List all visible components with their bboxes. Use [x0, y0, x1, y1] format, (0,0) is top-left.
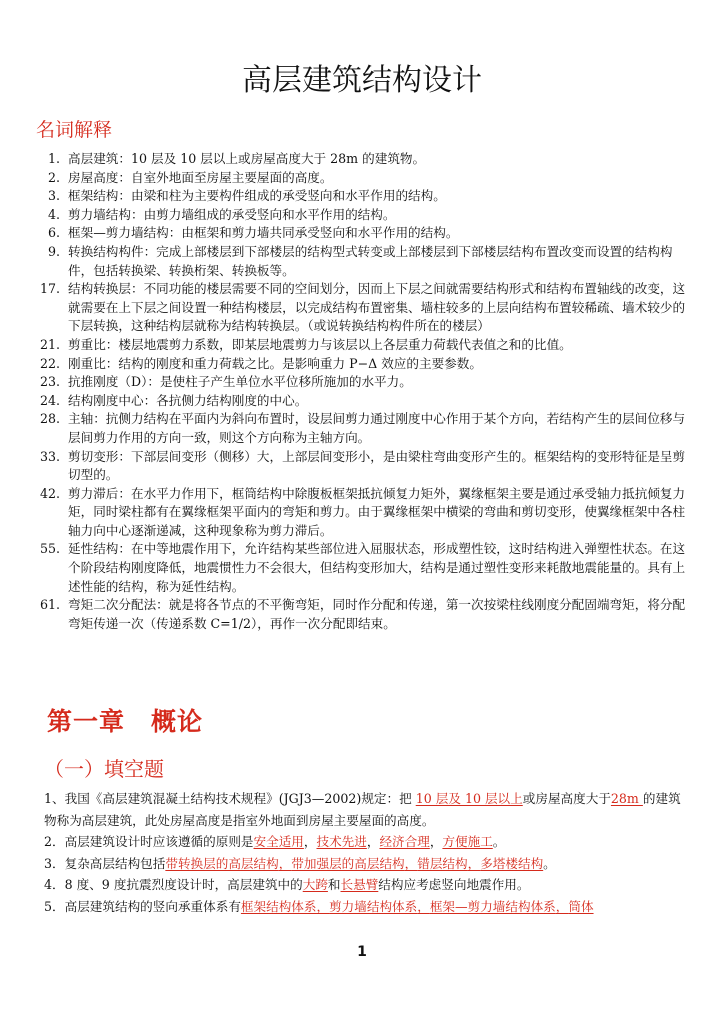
glossary-item-text: 剪力墙结构：由剪力墙组成的承受竖向和水平作用的结构。 [68, 206, 396, 222]
glossary-list [34, 150, 694, 633]
glossary-item [34, 355, 694, 374]
glossary-item-text: 转换结构构件：完成上部楼层到下部楼层的结构型式转变或上部楼层到下部楼层结构布置改变而设置的结构构件，包括转换梁、转换桁架、转换板等。 [68, 243, 673, 278]
question-3 [44, 853, 684, 875]
glossary-item-text: 框架结构：由梁和柱为主要构件组成的承受竖向和水平作用的结构。 [68, 188, 446, 204]
answer-separator: ， [316, 898, 330, 914]
answer-separator: ， [429, 834, 443, 849]
glossary-item [34, 448, 694, 485]
fill-in-blank-list [44, 788, 684, 917]
answer-blank: 大跨 [302, 877, 328, 892]
answer-blank: 错层结构 [417, 855, 468, 871]
glossary-item-text: 刚重比：结构的刚度和重力荷载之比。是影响重力 P−Δ 效应的主要参数。 [68, 355, 482, 371]
answer-blank: 筒体 [568, 898, 594, 914]
glossary-item [34, 280, 694, 336]
question-text: 的建筑物称为高层建筑，此处房屋高度是指室外地面到房屋主要屋面的高度。 [44, 791, 681, 828]
glossary-item-number: 42. [39, 485, 60, 501]
question-text: 和 [327, 877, 341, 892]
question-text: 4．8 度、9 度抗震烈度设计时，高层建筑中的 [44, 877, 303, 892]
glossary-item-number: 3. [47, 188, 60, 204]
answer-blank: 带转换层的高层结构 [165, 855, 279, 871]
glossary-item [34, 187, 694, 206]
question-4 [44, 874, 684, 896]
glossary-item [34, 596, 694, 633]
glossary-item-number: 6. [47, 225, 60, 241]
question-text: 2．高层建筑设计时应该遵循的原则是 [44, 834, 254, 849]
glossary-heading: 名词解释 [36, 119, 113, 141]
glossary-item-text: 弯矩二次分配法：就是将各节点的不平衡弯矩，同时作分配和传递，第一次按梁柱线刚度分配固端弯矩，将分配弯矩传递一次（传递系数 C=1/2），再作一次分配即结束。 [68, 597, 686, 631]
glossary-item [34, 540, 694, 596]
glossary-item [34, 243, 694, 280]
answer-separator: ， [278, 855, 292, 871]
glossary-item [34, 392, 694, 411]
glossary-item-number: 22. [39, 355, 60, 371]
question-text: 结构应考虑竖向地震作用。 [378, 877, 530, 892]
glossary-item-number: 55. [39, 541, 60, 557]
answer-blank: 经济合理 [379, 834, 430, 849]
answer-blank: 框架结构体系 [240, 898, 317, 914]
answer-separator: ， [555, 898, 569, 914]
answer-separator: ， [417, 898, 430, 914]
glossary-item-number: 9. [47, 243, 60, 259]
glossary-item-text: 抗推刚度（D）：是使柱子产生单位水平位移所施加的水平力。 [68, 374, 412, 390]
answer-separator: ， [366, 834, 380, 849]
glossary-item [34, 410, 694, 447]
question-1 [44, 788, 684, 831]
question-text: 3．复杂高层结构包括 [44, 855, 166, 871]
glossary-item [34, 336, 694, 355]
glossary-item-text: 延性结构：在中等地震作用下，允许结构某些部位进入屈服状态，形成塑性铰，这时结构进入弹塑性状态。在这个阶段结构刚度降低，地震惯性力不会很大，但结构变形加大，结构是通过塑性变形来耗散地震能量的。具有上述性能的结构，称为延性结构。 [68, 541, 686, 594]
glossary-item-number: 1. [47, 151, 60, 166]
answer-separator: ， [467, 855, 481, 871]
question-text: 或房屋高度大于 [522, 791, 611, 806]
glossary-item-text: 框架—剪力墙结构：由框架和剪力墙共同承受竖向和水平作用的结构。 [68, 225, 459, 241]
answer-blank: 28m [610, 791, 643, 806]
glossary-item-text: 主轴：抗侧力结构在平面内为斜向布置时，设层间剪力通过刚度中心作用于某个方向，若结构产生的层间位移与层间剪力作用的方向一致，则这个方向称为主轴方向。 [68, 411, 686, 445]
page-title: 高层建筑结构设计 [242, 63, 482, 98]
glossary-item-text: 剪重比：楼层地震剪力系数，即某层地震剪力与该层以上各层重力荷载代表值之和的比值。 [68, 336, 572, 352]
answer-separator: ， [404, 855, 418, 871]
glossary-item-number: 2. [47, 169, 60, 185]
glossary-item-number: 23. [39, 374, 60, 390]
fill-in-blank-heading: （一）填空题 [44, 757, 164, 781]
glossary-item-number: 4. [47, 206, 60, 222]
glossary-item [34, 224, 694, 243]
glossary-item [34, 206, 694, 225]
glossary-item-text: 结构刚度中心：各抗侧力结构刚度的中心。 [68, 392, 308, 408]
answer-blank: 多塔楼结构 [480, 855, 544, 871]
page-number: 1 [357, 944, 367, 960]
glossary-item-text: 结构转换层：不同功能的楼层需要不同的空间划分，因而上下层之间就需要结构形式和结构布置轴线的改变，这就需要在上下层之间设置一种结构楼层，以完成结构布置密集、墙柱较多的上层向结构布置较稀疏、墙术较少的下层转换，这种结构层就称为结构转换层。（或说转换结构构件所在的楼层） [68, 281, 686, 334]
question-5 [44, 896, 684, 918]
question-text: 1、我国《高层建筑混凝土结构技术规程》(JGJ3—2002)规定：把 [44, 791, 416, 806]
glossary-item-number: 28. [39, 411, 60, 427]
answer-blank: 10 层及 10 层以上 [415, 791, 523, 806]
glossary-item-text: 房屋高度：自室外地面至房屋主要屋面的高度。 [68, 169, 333, 185]
glossary-item [34, 373, 694, 392]
question-2 [44, 831, 684, 853]
answer-blank: 框架—剪力墙结构体系 [429, 898, 556, 914]
answer-separator: ， [303, 834, 317, 849]
glossary-item-text: 剪力滞后：在水平力作用下，框筒结构中除腹板框架抵抗倾复力矩外，翼缘框架主要是通过承受轴力抵抗倾复力矩，同时梁柱都有在翼缘框架平面内的弯矩和剪力。由于翼缘框架中横梁的弯曲和剪切变形，使翼缘框架中各柱轴力向中心逐渐递减，这种现象称为剪力滞后。 [68, 485, 686, 538]
glossary-item-number: 21. [39, 336, 60, 352]
glossary-item-number: 61. [39, 597, 60, 613]
glossary-item [34, 485, 694, 541]
answer-blank: 长悬臂 [340, 877, 379, 892]
question-text: 5．高层建筑结构的竖向承重体系有 [44, 898, 241, 914]
glossary-item-text: 高层建筑：10 层及 10 层以上或房屋高度大于 28m 的建筑物。 [68, 151, 426, 166]
glossary-item-number: 33. [39, 448, 60, 464]
chapter-heading: 第一章 概论 [47, 707, 204, 736]
glossary-item-text: 剪切变形：下部层间变形（侧移）大，上部层间变形小，是由梁柱弯曲变形产生的。框架结构的变形特征是呈剪切型的。 [68, 448, 686, 483]
answer-blank: 带加强层的高层结构 [291, 855, 405, 871]
glossary-item-number: 24. [39, 392, 60, 408]
question-text: 。 [543, 855, 556, 871]
question-text: 。 [492, 834, 506, 849]
glossary-item-number: 17. [39, 281, 60, 297]
glossary-item [34, 169, 694, 188]
answer-blank: 方便施工 [442, 834, 493, 849]
answer-blank: 剪力墙结构体系 [329, 898, 418, 914]
glossary-item [34, 150, 694, 169]
answer-blank: 技术先进 [316, 834, 367, 849]
answer-blank: 安全适用 [253, 834, 304, 849]
